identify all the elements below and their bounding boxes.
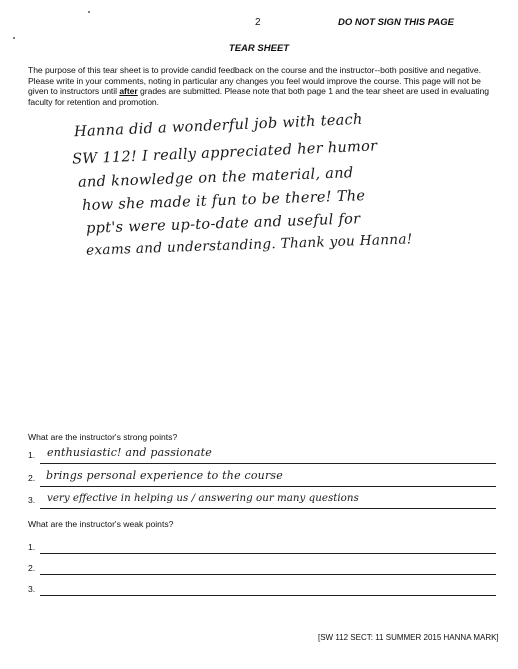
intro-text-part1: The purpose of this tear sheet is to provide candid feedback on the course and the instructor--both positive and negative. Please write in your comments, noting in particular any changes you feel would improve the course. This page will not be given to instructors until	[28, 65, 481, 96]
intro-paragraph	[28, 65, 503, 107]
handwritten-line: Hanna did a wonderful job with teach	[73, 111, 363, 141]
strong-point-number: 3.	[28, 495, 36, 505]
answer-line	[40, 486, 496, 487]
strong-point-answer: brings personal experience to the course	[46, 469, 283, 482]
weak-point-number: 3.	[28, 584, 36, 594]
answer-line	[40, 553, 496, 554]
page-title: TEAR SHEET	[228, 43, 290, 54]
answer-line	[40, 574, 496, 575]
strong-point-number: 2.	[28, 473, 36, 483]
handwritten-line: ppt's were up-to-date and useful for	[85, 211, 361, 237]
page-number: 2	[255, 17, 261, 28]
scan-speck	[88, 11, 90, 13]
handwritten-line: and knowledge on the material, and	[77, 165, 354, 191]
strong-point-answer: enthusiastic! and passionate	[47, 446, 212, 459]
answer-line	[40, 463, 496, 464]
answer-line	[40, 595, 496, 596]
handwritten-line: exams and understanding. Thank you Hanna!	[85, 231, 413, 259]
weak-points-question: What are the instructor's weak points?	[28, 519, 174, 529]
strong-point-number: 1.	[28, 450, 36, 460]
course-footer: [SW 112 SECT: 11 SUMMER 2015 HANNA MARK]	[318, 633, 499, 642]
handwritten-line: how she made it fun to be there! The	[81, 188, 366, 214]
strong-point-answer: very effective in helping us / answering our many questions	[47, 492, 359, 504]
handwritten-line: SW 112! I really appreciated her humor	[71, 138, 378, 168]
weak-point-number: 1.	[28, 542, 36, 552]
answer-line	[40, 508, 496, 509]
intro-emphasis: after	[119, 86, 138, 96]
do-not-sign-notice: DO NOT SIGN THIS PAGE	[338, 17, 454, 28]
intro-text-part2: grades are submitted. Please note that both page 1 and the tear sheet are used in evaluating faculty for retention and promotion.	[28, 86, 490, 107]
scan-speck	[13, 37, 15, 39]
weak-point-number: 2.	[28, 563, 36, 573]
strong-points-question: What are the instructor's strong points?	[28, 432, 178, 442]
